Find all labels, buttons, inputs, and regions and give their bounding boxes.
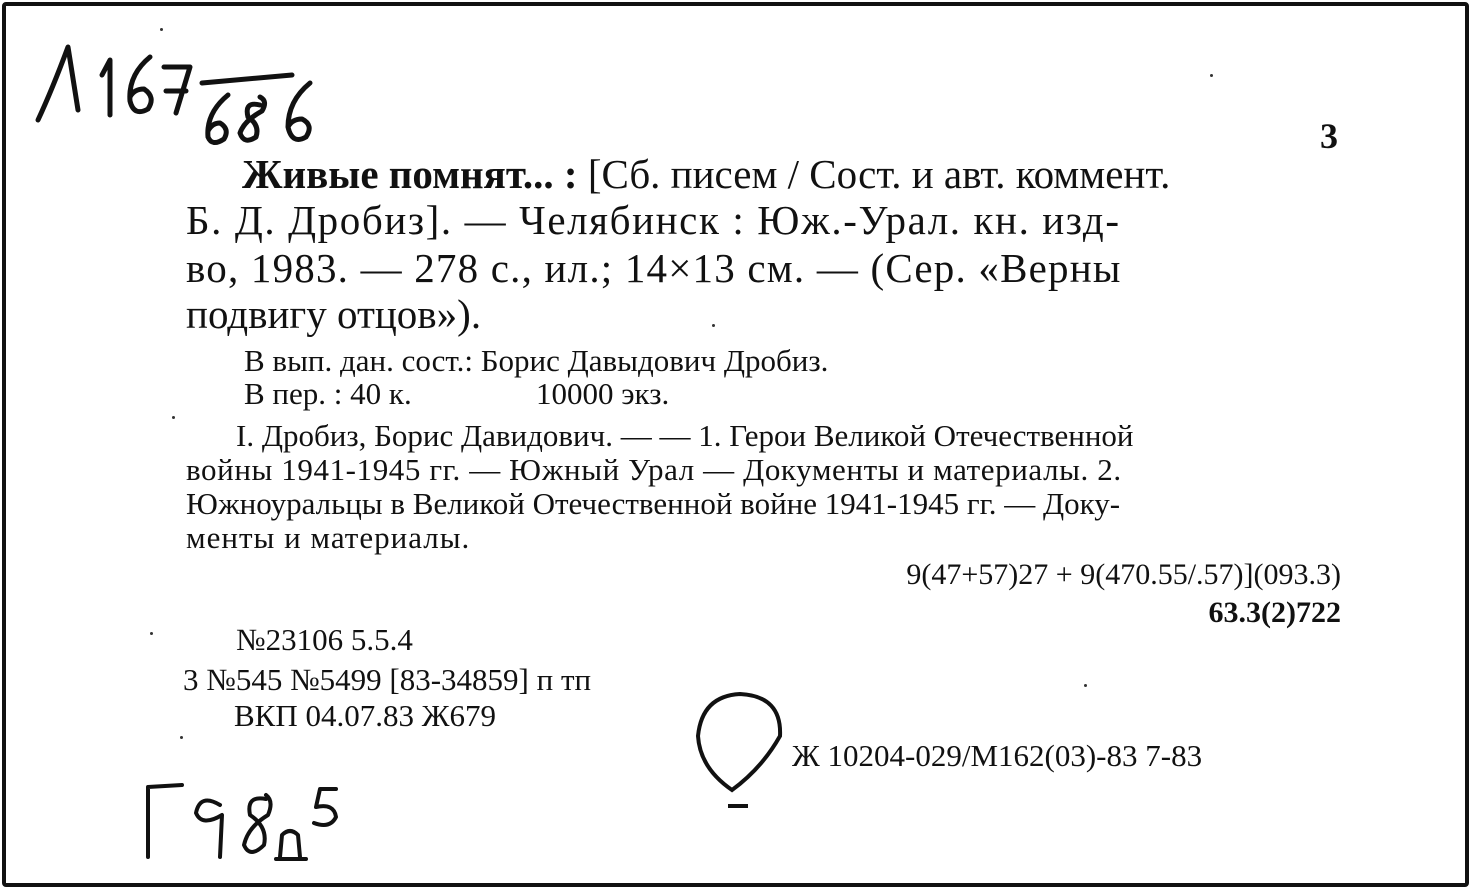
- tracings-line-3: Южноуральцы в Великой Отечественной войне 1941-1945 гг. — Доку-: [186, 486, 1121, 521]
- book-title: Живые помнят... :: [242, 151, 578, 197]
- scan-speck: [1084, 684, 1087, 687]
- price-note: В пер. : 40 к.: [244, 376, 412, 411]
- scan-speck: [172, 416, 175, 419]
- description-line-1: [242, 150, 1170, 198]
- handwritten-shelf-mark: [30, 35, 330, 150]
- description-line-3: во, 1983. — 278 с., ил.; 14×13 см. — (Сер. «Верны: [186, 245, 1122, 291]
- description-line-1-rest: [Сб. писем / Сост. и авт. коммент.: [587, 151, 1171, 197]
- order-number: №23106 5.5.4: [236, 622, 413, 657]
- scan-speck: [1210, 74, 1213, 77]
- udc-index: 9(47+57)27 + 9(470.55/.57)](093.3): [906, 558, 1341, 591]
- circle-mark: [690, 686, 800, 816]
- vkp-line: ВКП 04.07.83 Ж679: [234, 698, 497, 733]
- scan-speck: [180, 736, 183, 739]
- scan-speck: [160, 28, 163, 31]
- tracings-line-4: менты и материалы.: [186, 520, 471, 555]
- handwritten-call-number: [130, 765, 370, 870]
- scan-speck: [150, 632, 153, 635]
- tracings-line-1: I. Дробиз, Борис Давидович. — — 1. Герои Великой Отечественной: [236, 418, 1134, 453]
- scan-speck: [712, 324, 715, 327]
- description-line-4: подвигу отцов»).: [186, 291, 482, 337]
- copies-note: 10000 экз.: [536, 376, 670, 411]
- catalog-codes: 3 №545 №5499 [83-34859] п тп: [183, 662, 592, 697]
- card-number: 3: [1320, 116, 1338, 156]
- tracings-line-2: войны 1941-1945 гг. — Южный Урал — Документы и материалы. 2.: [186, 452, 1122, 487]
- bbk-index: 63.3(2)722: [1208, 596, 1341, 629]
- description-line-2: Б. Д. Дробиз]. — Челябинск : Юж.-Урал. кн. изд-: [186, 197, 1121, 243]
- index-code: Ж 10204-029/М162(03)-83 7-83: [792, 738, 1203, 773]
- compiler-note: В вып. дан. сост.: Борис Давыдович Дробиз.: [244, 343, 829, 378]
